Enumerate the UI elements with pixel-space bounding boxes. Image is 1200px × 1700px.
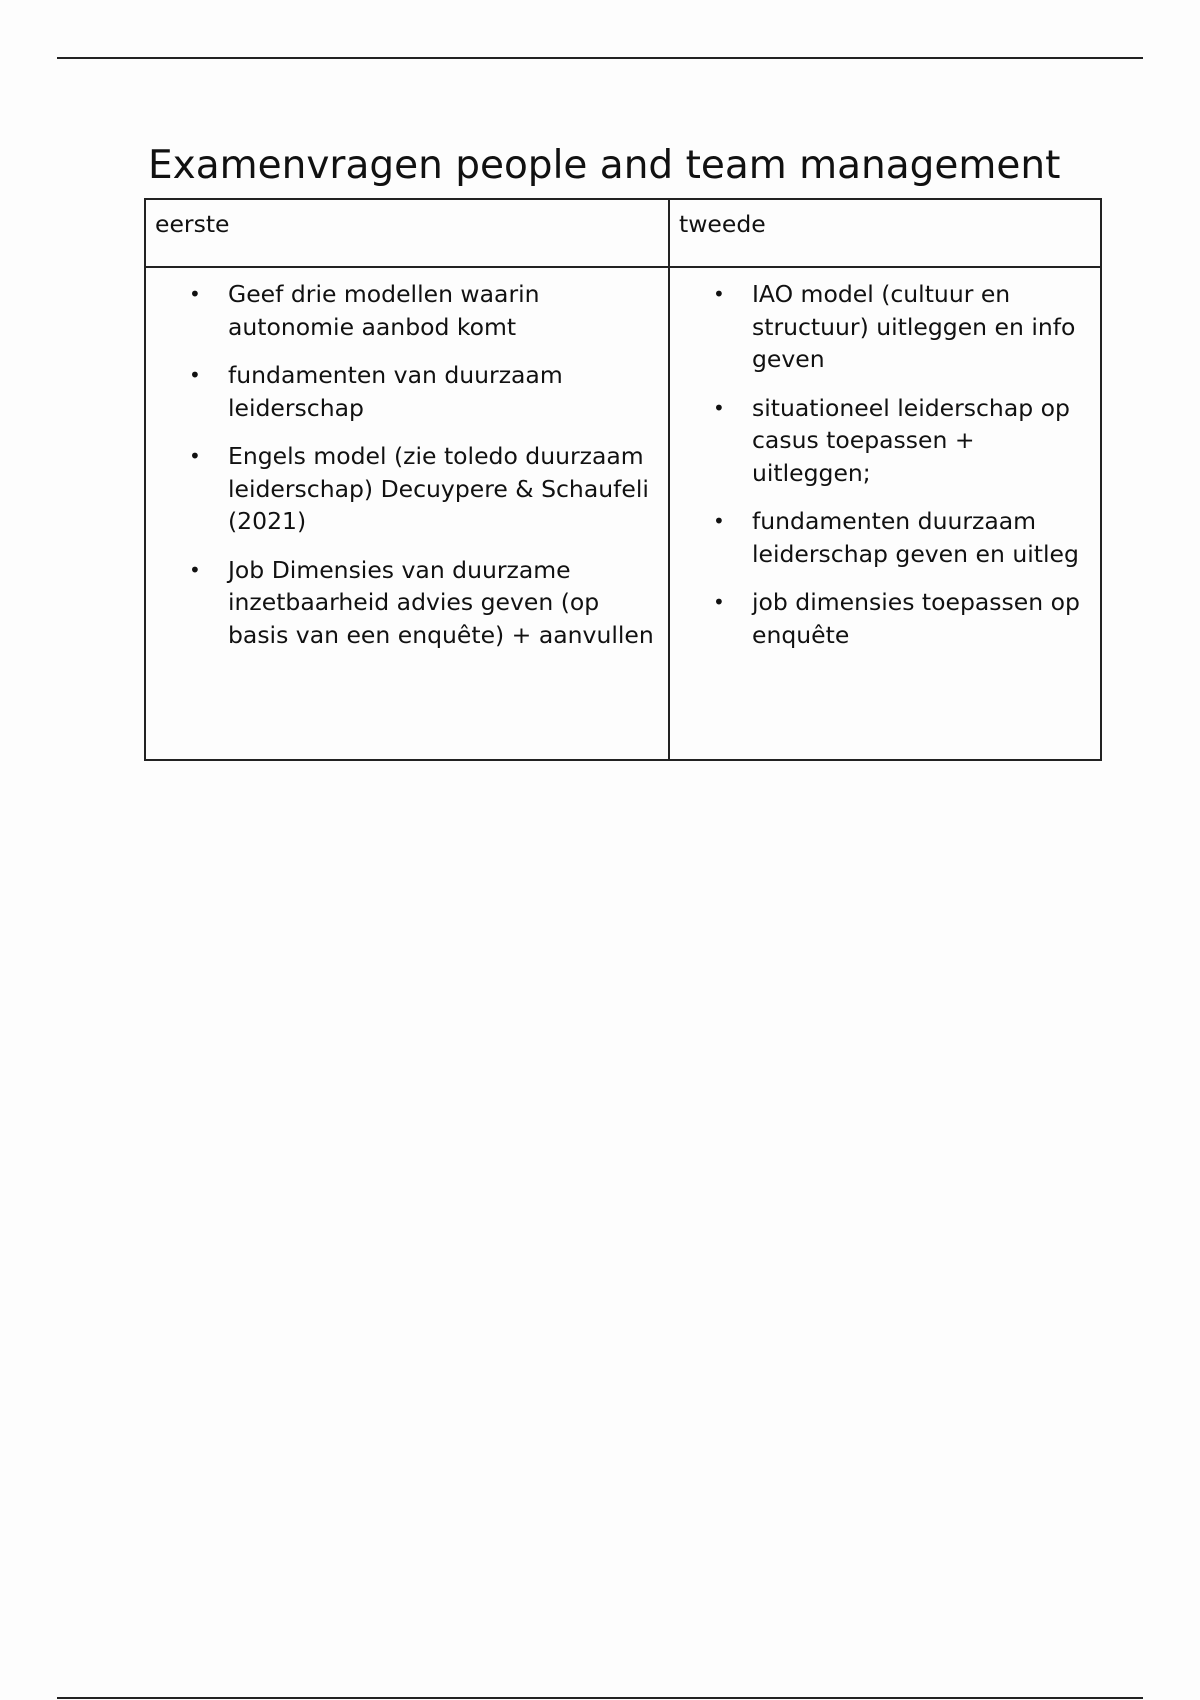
list-item: • Geef drie modellen waarin autonomie aanbod komt xyxy=(228,278,662,343)
list-item: • situationeel leiderschap op casus toepassen + uitleggen; xyxy=(752,392,1094,490)
column-header-tweede: tweede xyxy=(669,199,1101,267)
cell-tweede xyxy=(669,267,1101,760)
table-header-row xyxy=(145,199,1101,267)
list-item: • fundamenten duurzaam leiderschap geven en uitleg xyxy=(752,505,1094,570)
list-item: • job dimensies toepassen op enquête xyxy=(752,586,1094,651)
list-item: • Engels model (zie toledo duurzaam leiderschap) Decuypere & Schaufeli (2021) xyxy=(228,440,662,538)
bullet-list-eerste xyxy=(146,278,662,651)
header-rule xyxy=(57,57,1143,59)
column-header-eerste: eerste xyxy=(145,199,669,267)
cell-eerste xyxy=(145,267,669,760)
list-item: • IAO model (cultuur en structuur) uitleggen en info geven xyxy=(752,278,1094,376)
list-item: • fundamenten van duurzaam leiderschap xyxy=(228,359,662,424)
list-item: • Job Dimensies van duurzame inzetbaarheid advies geven (op basis van een enquête) + aanvullen xyxy=(228,554,662,652)
exam-questions-table xyxy=(144,198,1102,761)
bullet-list-tweede xyxy=(670,278,1094,651)
page-title: Examenvragen people and team management xyxy=(148,143,1061,188)
table-row xyxy=(145,267,1101,760)
footer-rule xyxy=(57,1697,1143,1699)
